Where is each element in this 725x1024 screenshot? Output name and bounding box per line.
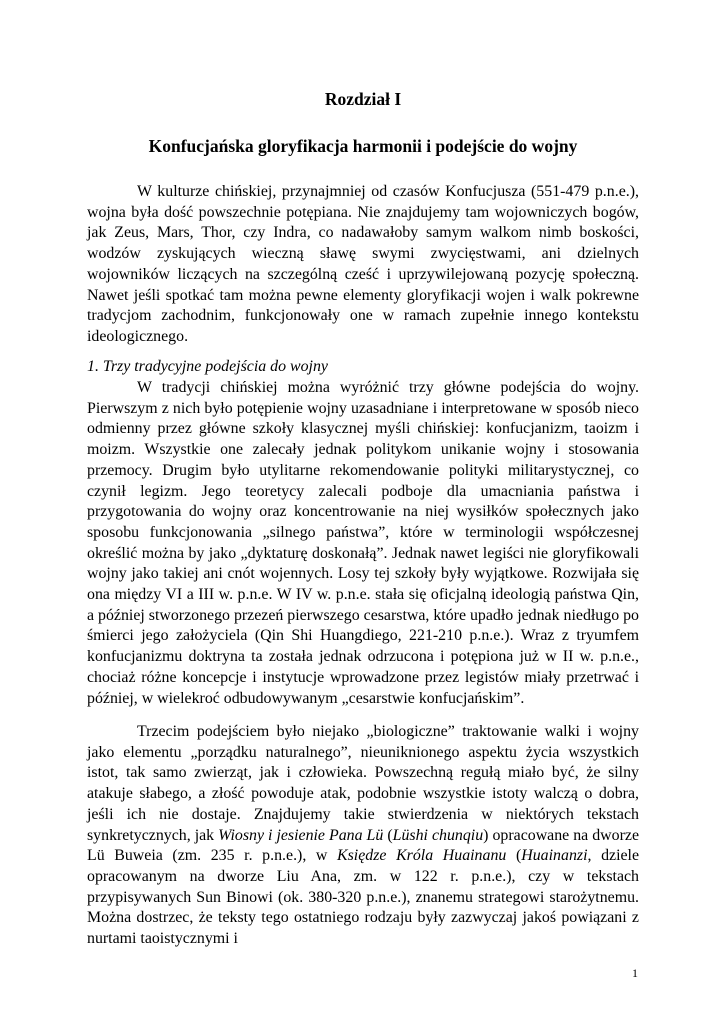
text-run: ( [506,847,522,865]
chapter-title: Konfucjańska gloryfikacja harmonii i podejście do wojny [148,136,578,156]
paragraph-intro: W kulturze chińskiej, przynajmniej od czasów Konfucjusza (551-479 p.n.e.), wojna była dość powszechnie potępiana. Nie znajdujemy tam wojowniczych bogów, jak Zeus, Mars, Thor, czy Indra, co nadawałoby samym walkom nimb boskości, wodzów zyskujących wieczną sławę swymi zwycięstwami, ani dzielnych wojowników liczących na szczególną cześć i uprzywilejowaną pozycję społeczną. Nawet jeśli spotkać tam można pewne elementy gloryfikacji wojen i walk pokrewne tradycjom zachodnim, funkcjonowały one w ramach zupełnie innego kontekstu ideologicznego. [87,183,639,345]
section-heading: 1. Trzy tradycyjne podejścia do wojny [87,358,328,375]
text-run: Trzecim podejściem było niejako „biologiczne” traktowanie walki i wojny jako elementu „porządku naturalnego”, nieuniknionego aspektu życia wszystkich istot, tak samo zwierząt, jak i człowieka. Powszechną regułą miało być, że silny atakuje słabego, a złość powoduje atak, podobnie wszystkie istoty walczą o dobra, jeśli ich nie dostaje. Znajdujemy takie stwierdzenia w niektórych tekstach synkretycznych, jak [87,723,639,844]
text-run: ( [383,826,393,844]
text-run: ) opracowane na dworze Lü Buweia (zm. 235 r. p.n.e.), w [87,826,640,865]
book-title: Lüshi chunqiu [392,826,484,844]
book-title: Księdze Króla Huainanu [337,847,507,865]
page-number: 1 [632,966,638,980]
text-run: , dziele opracowanym na dworze Liu Ana, zm. w 122 r. p.n.e.), czy w tekstach przypisywanych Sun Binowi (ok. 380-320 p.n.e.), znanemu strategowi starożytnemu. Można dostrzec, że teksty tego ostatniego rodzaju były zazwyczaj jakoś powiązani z nurtami taoistycznymi i [87,847,640,948]
book-title: Huainanzi [521,847,588,865]
paragraph-three-approaches: W tradycji chińskiej można wyróżnić trzy główne podejścia do wojny. Pierwszym z nich było potępienie wojny uzasadniane i interpretowane w sposób nieco odmienny przez główne szkoły klasycznej myśli chińskiej: konfucjanizm, taoizm i moizm. Wszystkie one zalecały jednak politykom unikanie wojny i stosowania przemocy. Drugim było utylitarne rekomendowanie polityki militarystycznej, co czynił legizm. Jego teoretycy zalecali podboje dla umacniania państwa i przygotowania do wojny oraz koncentrowanie na niej wysiłków społecznych jako sposobu funkcjonowania „silnego państwa”, które w terminologii współczesnej określić można by jako „dyktaturę doskonałą”. Jednak nawet legiści nie gloryfikowali wojny jako takiej ani cnót wojennych. Losy tej szkoły były wyjątkowe. Rozwijała się ona między VI a III w. p.n.e. W IV w. p.n.e. stała się oficjalną ideologią państwa Qin, a później stworzonego przezeń pierwszego cesarstwa, które upadło jednak niedługo po śmierci jego założyciela (Qin Shi Huangdiego, 221-210 p.n.e.). Wraz z tryumfem konfucjanizmu doktryna ta została jednak odrzucona i potępiona już w II w. p.n.e., chociaż różne koncepcje i instytucje wprowadzone przez legistów miały przetrwać i później, w wielekroć odbudowywanym „cesarstwie konfucjańskim”. [87,379,639,707]
book-title: Wiosny i jesienie Pana Lü [218,826,384,844]
chapter-heading: Rozdział I [324,89,402,109]
paragraph-biological-approach [87,722,639,950]
